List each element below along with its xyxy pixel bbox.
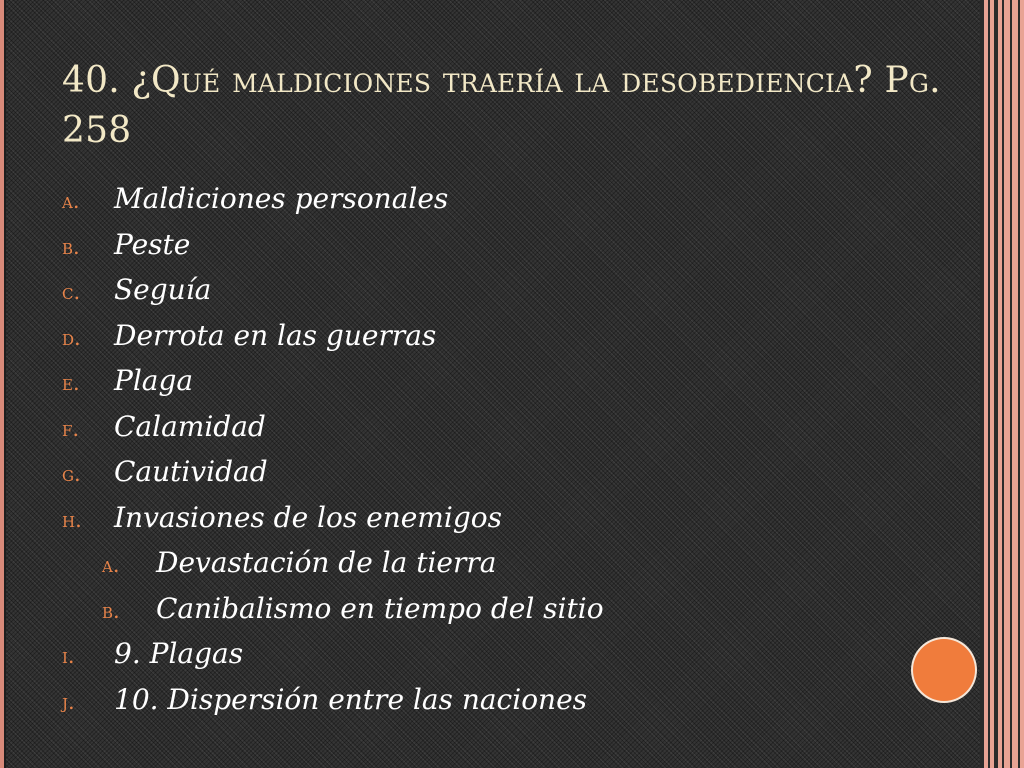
left-edge-stripe — [0, 0, 6, 768]
list-item — [62, 319, 604, 365]
list-item — [62, 637, 604, 683]
list-item-text: Devastación de la tierra — [156, 546, 497, 579]
list-item-text: Maldiciones personales — [114, 182, 449, 215]
list-item — [62, 364, 604, 410]
list-marker: b. — [62, 234, 80, 259]
list-item-text: Plaga — [114, 364, 194, 397]
list-marker: d. — [62, 325, 81, 350]
sub-list-item — [62, 592, 604, 638]
list-marker: f. — [62, 416, 80, 441]
list-marker: b. — [102, 598, 120, 623]
list-item-text: Derrota en las guerras — [114, 318, 437, 352]
list-marker: g. — [62, 462, 81, 486]
list-item-text: Peste — [114, 227, 191, 261]
list-item-text: 10. Dispersión entre las naciones — [114, 682, 588, 716]
accent-circle — [913, 639, 975, 701]
list-item-text: Cautividad — [114, 455, 268, 488]
list-item — [62, 182, 604, 228]
list-item — [62, 273, 604, 319]
list-item — [62, 455, 604, 501]
list-item — [62, 410, 604, 456]
list-marker: c. — [62, 280, 81, 304]
stripe — [994, 0, 998, 768]
decorative-stripes — [980, 0, 1024, 768]
list-item-text: Invasiones de los enemigos — [114, 500, 502, 534]
sub-list-item — [62, 546, 604, 592]
list-item — [62, 683, 604, 729]
list-item-text: Canibalismo en tiempo del sitio — [156, 591, 604, 625]
list-marker: a. — [62, 189, 80, 213]
list-item-text: Seguía — [114, 273, 212, 306]
list-marker: h. — [62, 507, 82, 532]
list-item-text: Calamidad — [114, 409, 266, 443]
list-item — [62, 228, 604, 274]
bullet-list — [62, 182, 604, 728]
list-marker: e. — [62, 371, 80, 395]
list-marker: a. — [102, 553, 120, 577]
stripe — [1018, 0, 1020, 768]
list-marker: j. — [62, 689, 75, 714]
stripe — [1010, 0, 1012, 768]
stripe — [980, 0, 984, 768]
list-marker: i. — [62, 644, 75, 668]
list-item-text: 9. Plagas — [114, 637, 244, 670]
list-item — [62, 501, 604, 547]
slide-title: 40. ¿Qué maldiciones traería la desobediencia? Pg. 258 — [62, 60, 941, 151]
stripe — [988, 0, 990, 768]
stripe — [1002, 0, 1004, 768]
